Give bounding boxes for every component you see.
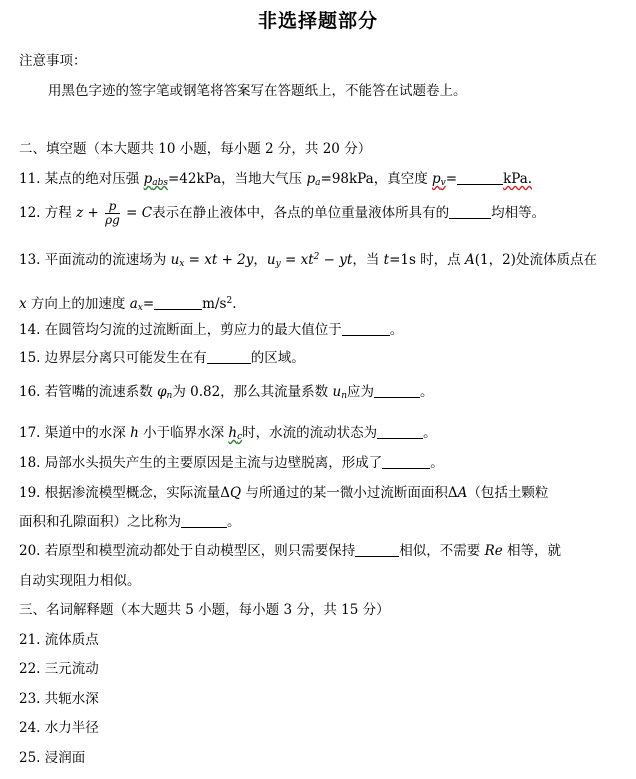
answer-blank[interactable] [382, 455, 430, 469]
term-item: 22. 三元流动 [19, 661, 99, 677]
notice-body [48, 82, 467, 100]
notice-body-text: 用黑色字迹的签字笔或钢笔将答案写在答题纸上，不能答在试题卷上。 [48, 83, 467, 99]
answer-blank[interactable] [374, 384, 420, 398]
question-17: 17. 渠道中的水深 h 小于临界水深 $h_c$时，水流的流动状态为 。 [19, 425, 437, 442]
section2-heading: 二、填空题（本大题共 10 小题，每小题 2 分，共 20 分） [19, 141, 372, 157]
answer-blank[interactable] [449, 205, 491, 219]
question-16: 16. 若管嘴的流速系数 $\varphi_n$为 0.82，那么其流量系数 $u_n$应为 。 [19, 384, 434, 401]
answer-blank[interactable] [181, 514, 227, 528]
term-item: 23. 共轭水深 [19, 691, 99, 707]
question-11: 11. 某点的绝对压强 $p_{abs}=42kPa$，当地大气压 $p_a=98kPa$，真空度 $p_v=$ kPa. [19, 171, 533, 188]
question-19-cont: 面积和孔隙面积）之比称为 。 [19, 514, 241, 530]
fraction-p-over-rho-g: $\frac{p}{\rho g}$ [105, 199, 120, 227]
page-title: 非选择题部分 [257, 10, 378, 32]
term-item: 21. 流体质点 [19, 632, 99, 648]
answer-blank[interactable] [342, 322, 390, 336]
answer-blank[interactable] [377, 425, 423, 439]
section3-heading: 三、名词解释题（本大题共 5 小题，每小题 3 分，共 15 分） [19, 602, 390, 618]
answer-blank[interactable] [457, 171, 503, 185]
question-12: 12. 方程 z + $\frac{p}{\rho g}$ = C表示在静止液体中，各点的单位重量液体所具有的 均相等。 [19, 199, 546, 227]
question-14: 14. 在圆管均匀流的过流断面上，剪应力的最大值位于 。 [19, 322, 404, 338]
question-15: 15. 边界层分离只可能发生在有 的区域。 [19, 350, 305, 366]
question-20: 20. 若原型和模型流动都处于自动模型区，则只需要保持 相似，不需要 Re 相等，就 [19, 543, 562, 559]
question-19: 19. 根据渗流模型概念，实际流量ΔQ 与所通过的某一微小过流断面面积ΔA（包括土颗粒 [19, 485, 549, 501]
answer-blank[interactable] [154, 296, 202, 310]
question-13-cont: x 方向上的加速度 $a_x= m/s^2$. [19, 296, 237, 313]
question-13: 13. 平面流动的流速场为 $u_x$ = xt + 2y，$u_y = xt^2$ − yt，当 t=1s 时，点 A(1，2)处流体质点在 [19, 252, 597, 269]
notice-heading: 注意事项： [19, 53, 87, 69]
term-item: 24. 水力半径 [19, 720, 99, 736]
answer-blank[interactable] [207, 350, 251, 364]
term-item: 25. 浸润面 [19, 750, 86, 766]
answer-blank[interactable] [355, 543, 399, 557]
question-18: 18. 局部水头损失产生的主要原因是主流与边壁脱离，形成了 。 [19, 455, 444, 471]
question-20-cont: 自动实现阻力相似。 [19, 573, 141, 589]
